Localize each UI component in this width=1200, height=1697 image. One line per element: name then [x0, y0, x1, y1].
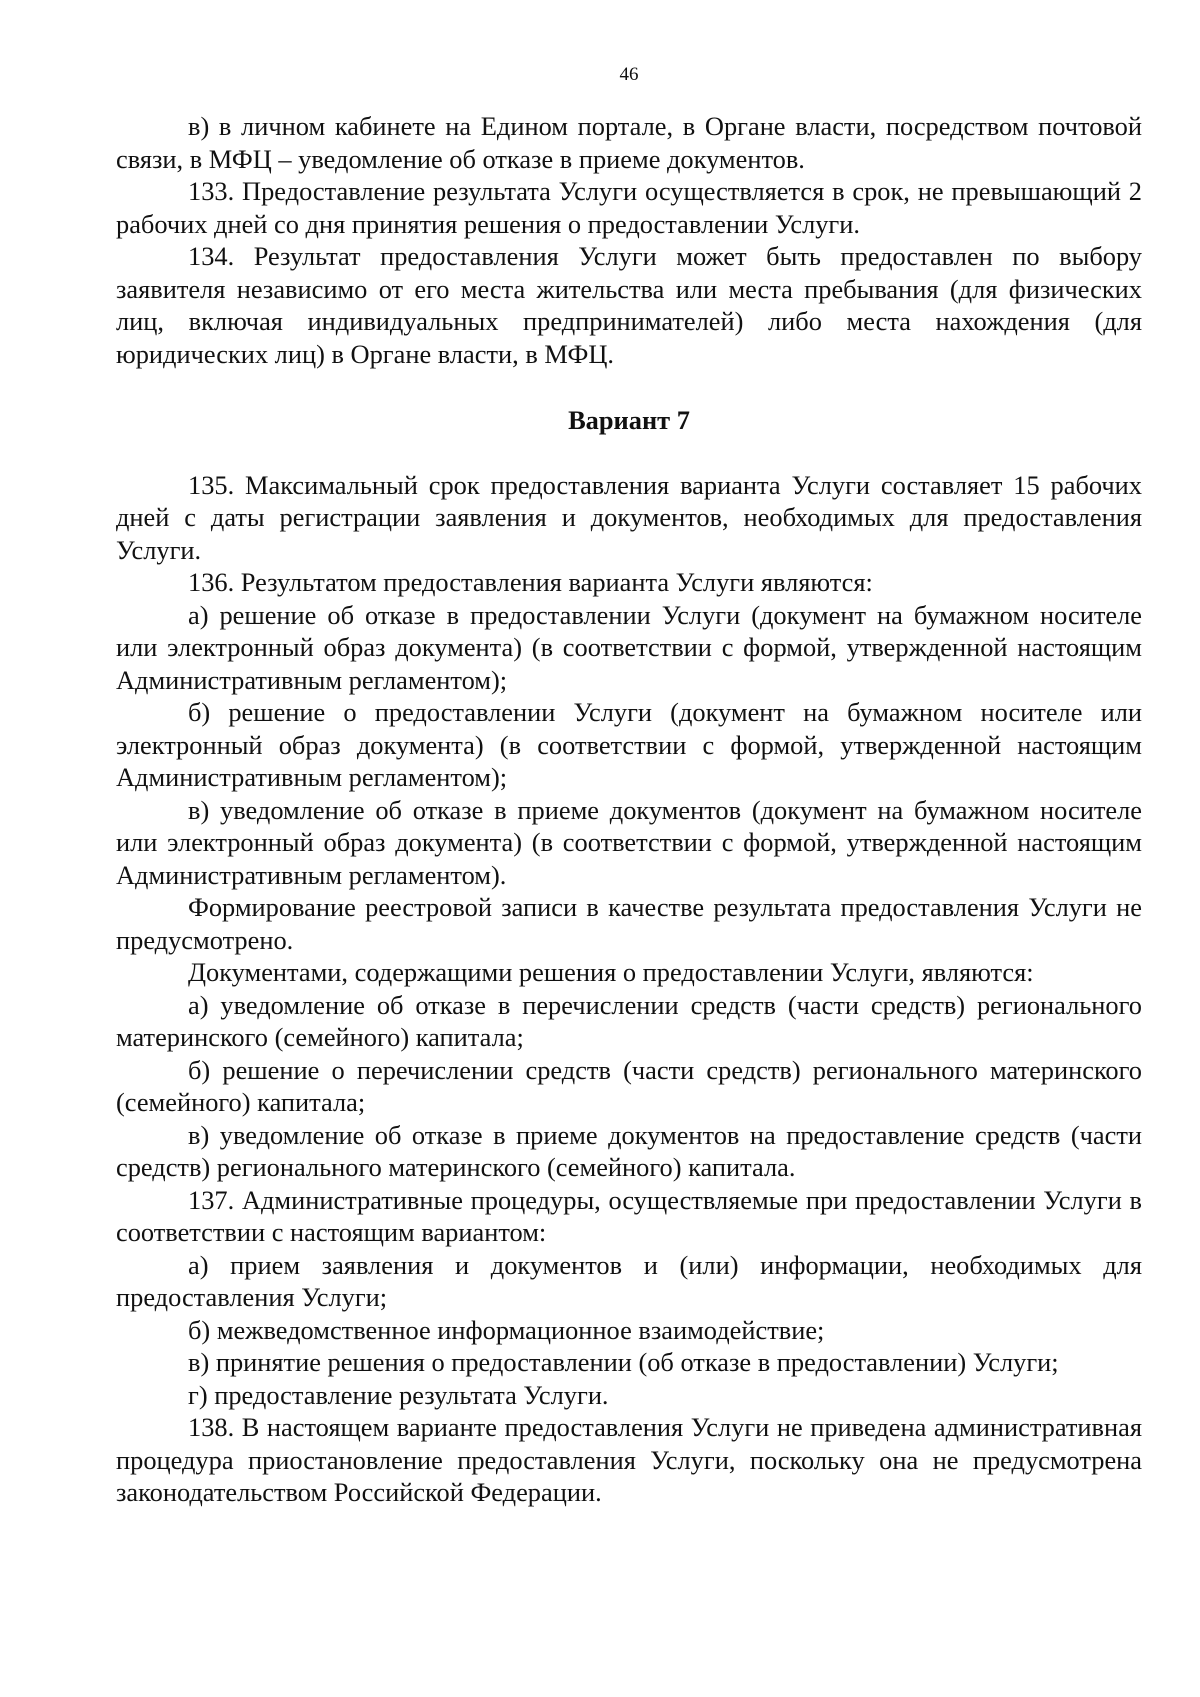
- paragraph-137-b: б) межведомственное информационное взаимодействие;: [188, 1314, 825, 1345]
- paragraph-137-a: а) прием заявления и документов и (или) информации, необходимых для предоставления Услуги;: [116, 1249, 1142, 1312]
- section-variant-7: [116, 469, 1142, 1509]
- paragraph-136-v: в) уведомление об отказе в приеме документов (документ на бумажном носителе или электронный образ документа) (в соответствии с формой, утвержденной настоящим Административным регламентом).: [116, 794, 1142, 890]
- paragraph-137-v: в) принятие решения о предоставлении (об отказе в предоставлении) Услуги;: [188, 1347, 1059, 1377]
- paragraph-136-b: б) решение о предоставлении Услуги (документ на бумажном носителе или электронный образ документа) (в соответствии с формой, утвержденной настоящим Административным регламентом);: [116, 697, 1142, 792]
- paragraph-decision-v: в) уведомление об отказе в приеме документов на предоставление средств (части средств) регионального материнского (семейного) капитала.: [116, 1119, 1142, 1182]
- paragraph-decision-b: б) решение о перечислении средств (части средств) регионального материнского (семейного) капитала;: [116, 1054, 1142, 1117]
- paragraph-registry-note: Формирование реестровой записи в качестве результата предоставления Услуги не предусмотрено.: [116, 892, 1142, 955]
- paragraph-134: 134. Результат предоставления Услуги может быть предоставлен по выбору заявителя независимо от его места жительства или места пребывания (для физических лиц, включая индивидуальных предпринимателей) либо места нахождения (для юридических лиц) в Органе власти, в МФЦ.: [116, 241, 1142, 369]
- page-number: 46: [619, 64, 639, 85]
- paragraph-decision-a: а) уведомление об отказе в перечислении средств (части средств) регионального материнского (семейного) капитала;: [116, 989, 1142, 1052]
- paragraph-decision-documents: Документами, содержащими решения о предоставлении Услуги, являются:: [188, 957, 1034, 987]
- section-heading: Вариант 7: [568, 405, 690, 435]
- paragraph-sub-v: в) в личном кабинете на Едином портале, в Органе власти, посредством почтовой связи, в МФЦ – уведомление об отказе в приеме документов.: [116, 111, 1142, 174]
- paragraph-137: 137. Административные процедуры, осуществляемые при предоставлении Услуги в соответствии с настоящим вариантом:: [116, 1184, 1142, 1247]
- paragraph-136: 136. Результатом предоставления варианта Услуги являются:: [188, 567, 873, 597]
- paragraph-135: 135. Максимальный срок предоставления варианта Услуги составляет 15 рабочих дней с даты регистрации заявления и документов, необходимых для предоставления Услуги.: [116, 469, 1142, 565]
- paragraph-137-g: г) предоставление результата Услуги.: [188, 1379, 609, 1410]
- paragraph-136-a: а) решение об отказе в предоставлении Услуги (документ на бумажном носителе или электронный образ документа) (в соответствии с формой, утвержденной настоящим Административным регламентом);: [116, 599, 1142, 695]
- paragraph-138: 138. В настоящем варианте предоставления Услуги не приведена административная процедура приостановление предоставления Услуги, поскольку она не предусмотрена законодательством Российской Федерации.: [116, 1412, 1142, 1507]
- paragraph-133: 133. Предоставление результата Услуги осуществляется в срок, не превышающий 2 рабочих дней со дня принятия решения о предоставлении Услуги.: [116, 176, 1142, 239]
- section-before-heading: [116, 110, 1142, 370]
